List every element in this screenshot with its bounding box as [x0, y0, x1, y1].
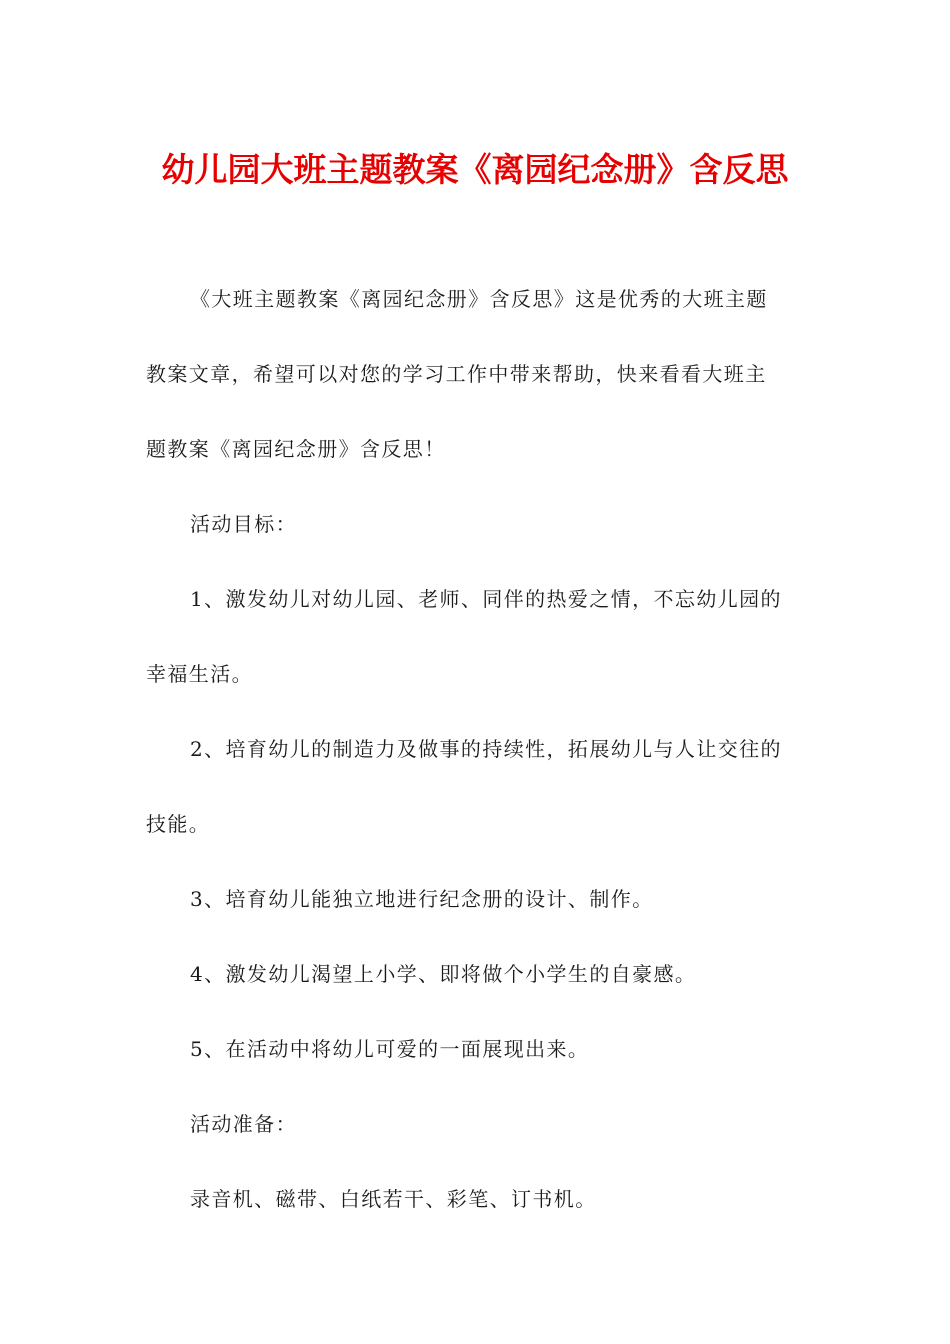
- goal-4: 4、激发幼儿渴望上小学、即将做个小学生的自豪感。: [190, 962, 697, 986]
- intro-paragraph: [146, 262, 806, 487]
- intro-line-2: 教案文章，希望可以对您的学习工作中带来帮助，快来看看大班主: [146, 362, 767, 386]
- goal-2-line-1: 2、培育幼儿的制造力及做事的持续性，拓展幼儿与人让交往的: [190, 737, 782, 761]
- intro-line-1: 《大班主题教案《离园纪念册》含反思》这是优秀的大班主题: [190, 287, 768, 311]
- goal-1-line-2: 幸福生活。: [146, 662, 253, 686]
- prep-items: 录音机、磁带、白纸若干、彩笔、订书机。: [190, 1187, 597, 1211]
- prep-heading: 活动准备：: [190, 1112, 297, 1136]
- goals-heading: 活动目标：: [190, 512, 297, 536]
- goal-5: 5、在活动中将幼儿可爱的一面展现出来。: [190, 1037, 590, 1061]
- goal-2-paragraph: [146, 712, 806, 862]
- document-title: 幼儿园大班主题教案《离园纪念册》含反思: [161, 150, 789, 189]
- goal-1-paragraph: [146, 562, 806, 712]
- goal-1-line-1: 1、激发幼儿对幼儿园、老师、同伴的热爱之情，不忘幼儿园的: [190, 587, 782, 611]
- goal-3: 3、培育幼儿能独立地进行纪念册的设计、制作。: [190, 887, 654, 911]
- document-body: [146, 262, 806, 1237]
- goal-2-line-2: 技能。: [146, 812, 211, 836]
- intro-line-3: 题教案《离园纪念册》含反思！: [146, 437, 446, 461]
